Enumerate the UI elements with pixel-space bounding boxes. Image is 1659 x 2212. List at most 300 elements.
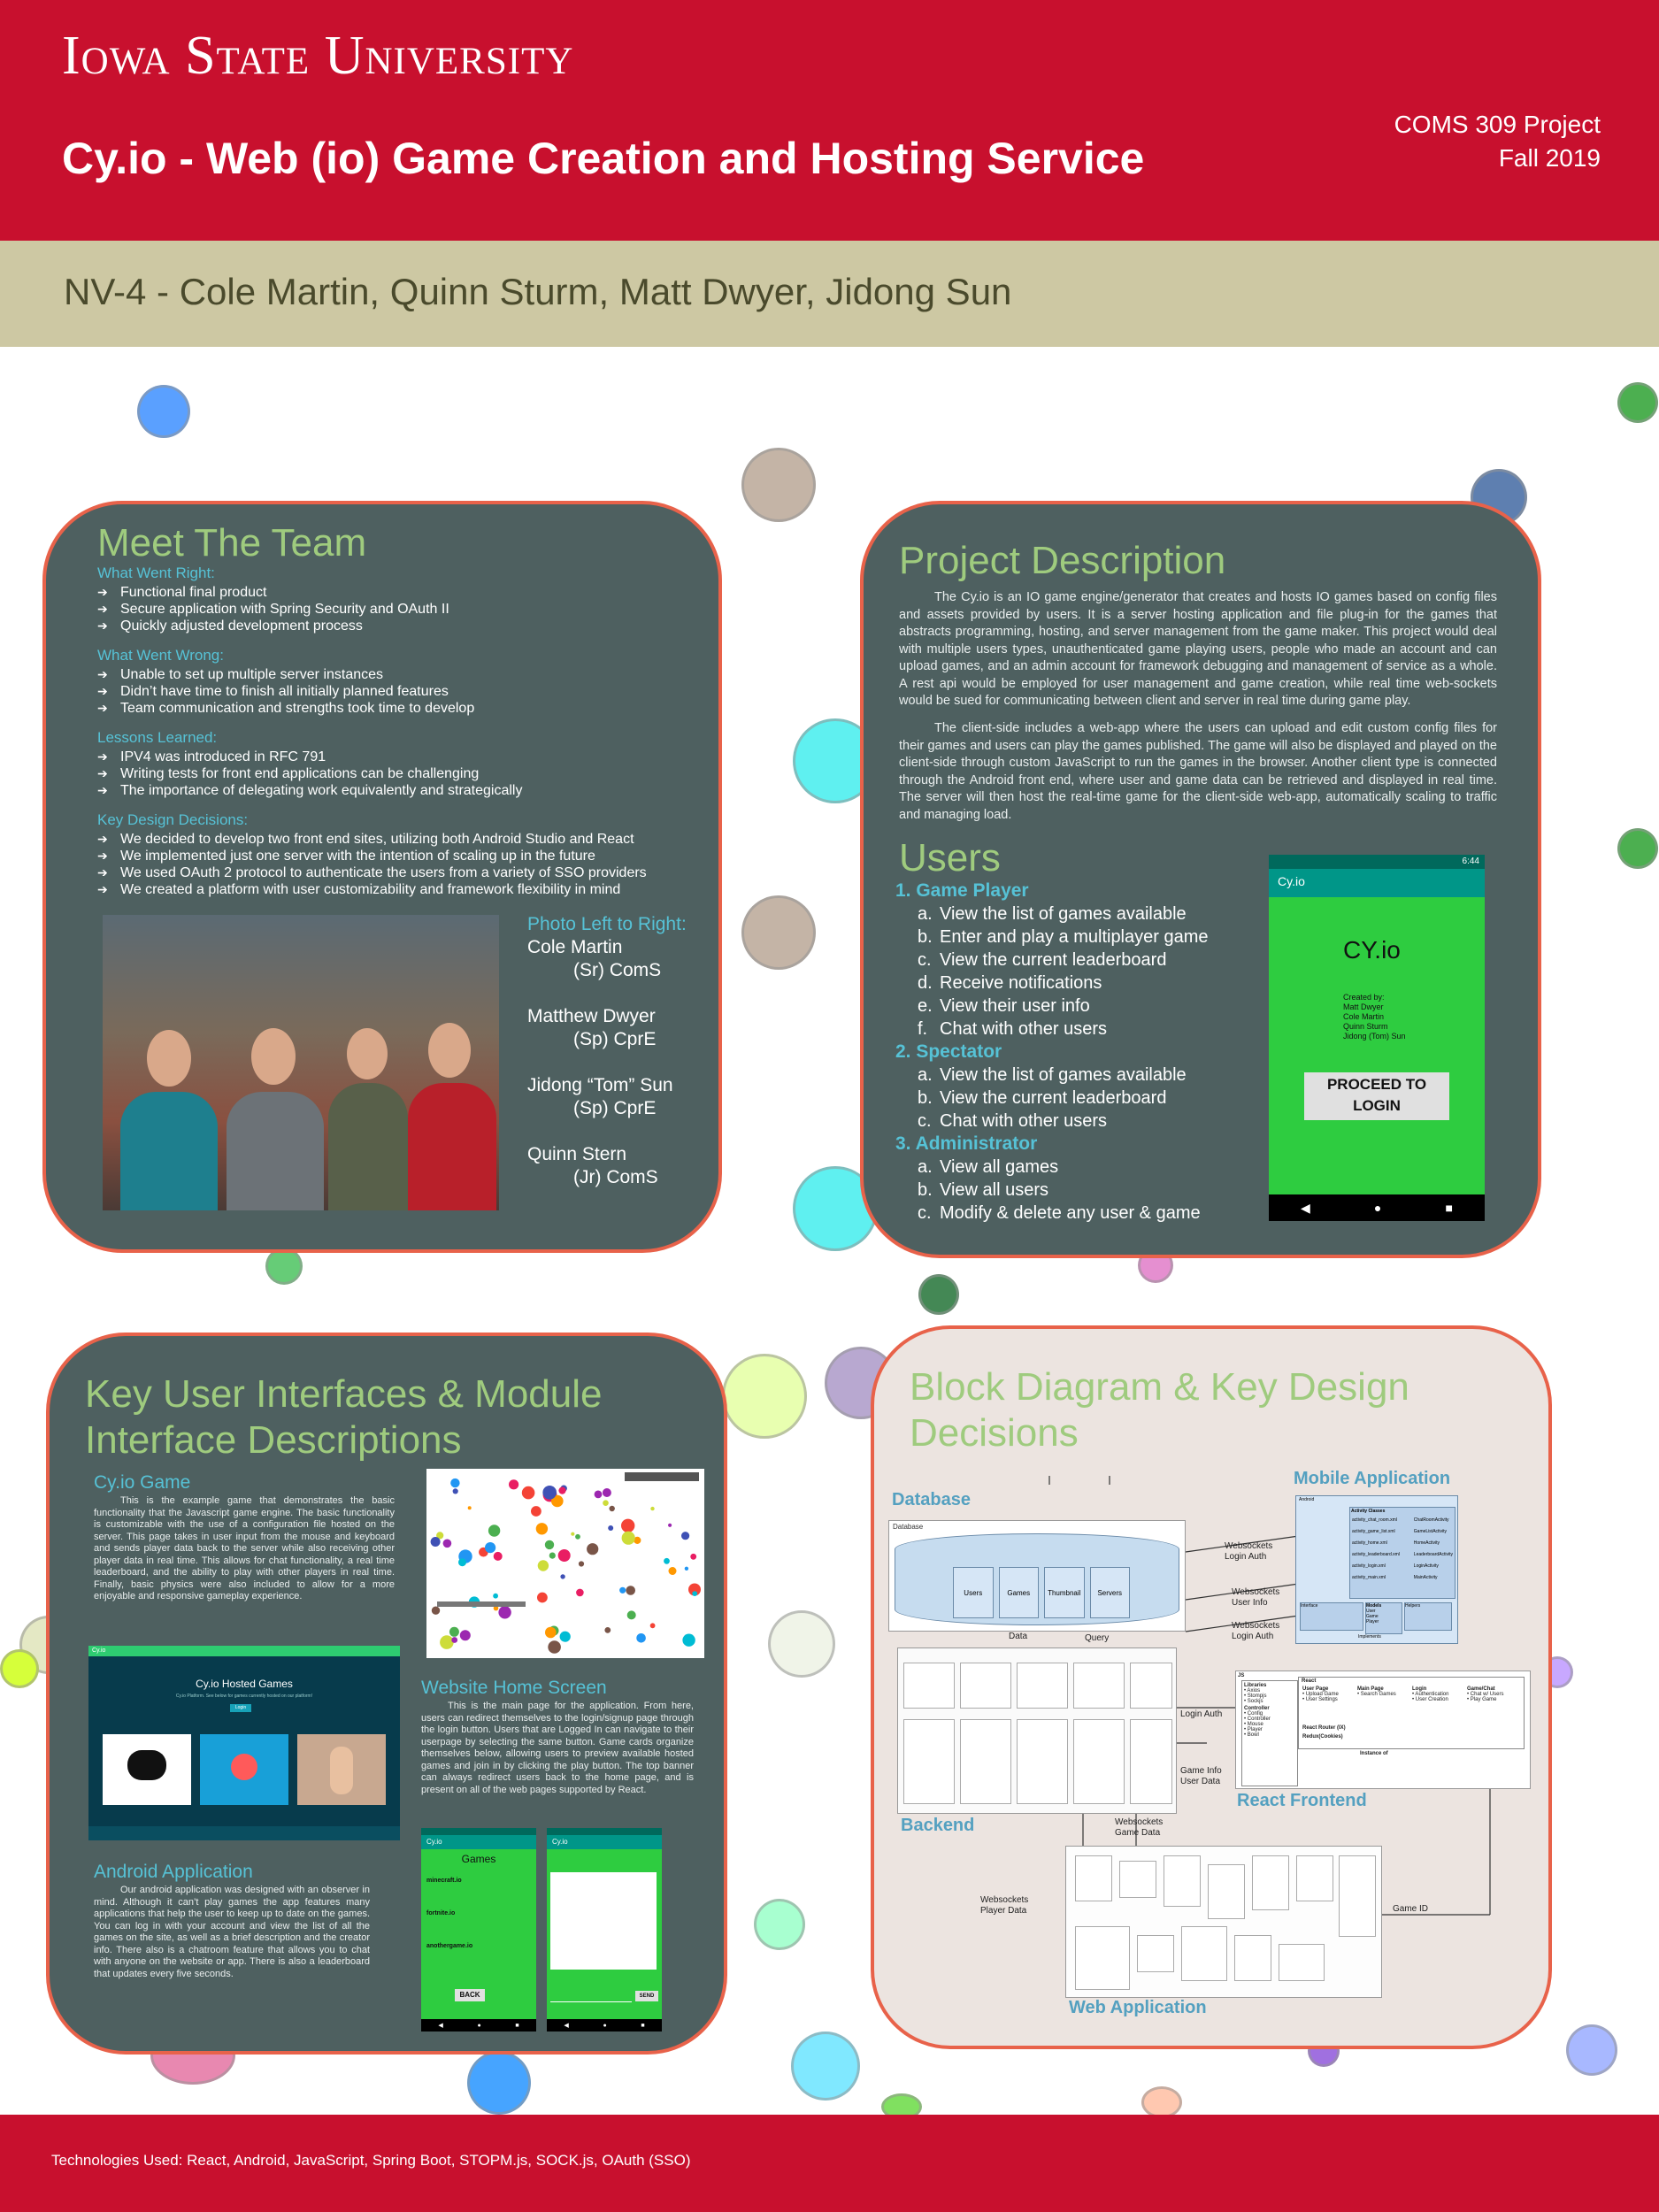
activity-class: LoginActivity [1413, 1563, 1439, 1569]
member-role: (Sp) CprE [573, 1098, 657, 1118]
app-bar: Cy.io [421, 1835, 536, 1849]
game-dot [650, 1623, 656, 1628]
section-list [97, 831, 708, 898]
main-page-list [1357, 1692, 1409, 1697]
thumb-icon [330, 1747, 353, 1794]
game-dot [692, 1591, 697, 1596]
game-dot [451, 1637, 457, 1643]
decor-bubble [0, 1649, 39, 1688]
db-table: Servers [1090, 1567, 1131, 1618]
decor-bubble [137, 385, 190, 438]
js-caption: JS [1238, 1673, 1245, 1678]
router-caption: React Router (IX) [1302, 1725, 1346, 1731]
credit-line: Cole Martin [1343, 1012, 1385, 1021]
web-class [1234, 1935, 1271, 1981]
item-letter: c. [918, 1111, 932, 1131]
database-diagram [888, 1520, 1186, 1632]
credit-line: Matt Dwyer [1343, 1002, 1384, 1011]
role-item [895, 902, 1267, 926]
member-role: (Jr) ComS [573, 1167, 658, 1187]
game-dot [488, 1525, 500, 1536]
list-item: ➔ The importance of delegating work equivalently and strategically [97, 782, 708, 799]
section-list [97, 666, 708, 717]
web-class [1296, 1855, 1333, 1901]
home-text: This is the main page for the application. From here, users can redirect themselves to the login/signup page through the login button. Users that are Logged In can navigate to their userpage by selecting the same button. Game cards organize themselves below, allowing users to preview available hosted games and join in by clicking the play button. The top banner can always redirect users back to the home page, and is present on all of the web pages supported by React. [421, 1701, 694, 1795]
list-item: ➔ We implemented just one server with the intention of scaling up in the future [97, 848, 708, 864]
home-heading: Website Home Screen [421, 1678, 607, 1698]
site-brand[interactable]: Cy.io [92, 1647, 106, 1654]
backend-class [960, 1663, 1011, 1709]
web-class [1181, 1926, 1227, 1981]
react-label: React Frontend [1237, 1791, 1367, 1810]
list-item: ➔ Team communication and strengths took time to develop [97, 700, 708, 717]
chat-list [1467, 1692, 1520, 1702]
game-dot [685, 1567, 688, 1571]
conn-game-info: Game Info User Data [1180, 1766, 1222, 1786]
item-letter: c. [918, 950, 932, 970]
member-name: Cole Martin [527, 937, 623, 957]
item-letter: a. [918, 904, 933, 924]
list-item: ➔ Unable to set up multiple server instances [97, 666, 708, 683]
conn-ws-login-2: Websockets Login Auth [1232, 1621, 1280, 1641]
mobile-diagram [1295, 1495, 1458, 1644]
member [527, 936, 704, 982]
list-item: ➔ We decided to develop two front end sites, utilizing both Android Studio and React [97, 831, 708, 848]
credit-line: Created by: [1343, 993, 1385, 1002]
item-letter: e. [918, 996, 933, 1016]
role-item [895, 1110, 1267, 1133]
decor-bubble [265, 1248, 303, 1285]
status-bar [1269, 855, 1485, 869]
item-text: View all users [940, 1180, 1049, 1200]
chat-phone [547, 1828, 662, 2032]
game-card[interactable] [200, 1734, 288, 1805]
game-dot [604, 1627, 611, 1633]
game-dot [485, 1542, 495, 1553]
web-class [1339, 1855, 1376, 1937]
helpers-box [1404, 1602, 1452, 1631]
instance-caption: Instance of [1360, 1751, 1388, 1756]
games-list [426, 1878, 531, 1976]
conn-ws-player: Websockets Player Data [980, 1895, 1029, 1916]
list-item: ➔ IPV4 was introduced in RFC 791 [97, 749, 708, 765]
role-item [895, 972, 1267, 995]
item-text: View their user info [940, 996, 1090, 1016]
website-screenshot [88, 1646, 400, 1840]
game-dot [431, 1537, 441, 1547]
conn-game-id: Game ID [1393, 1904, 1429, 1914]
game-dot [576, 1589, 584, 1597]
bullet-item: • Sockjs [1244, 1699, 1263, 1704]
game-dot [595, 1491, 603, 1499]
interface-caption: Interface [1301, 1603, 1318, 1609]
proceed-to-login-button[interactable]: PROCEED TO LOGIN [1304, 1072, 1449, 1120]
backend-class [1130, 1663, 1172, 1709]
db-table: Users [953, 1567, 994, 1618]
backend-diagram [897, 1647, 1177, 1814]
backend-class [960, 1719, 1011, 1804]
login-caption: Login [1412, 1686, 1427, 1692]
game-dot [619, 1587, 626, 1594]
game-dot [440, 1635, 454, 1649]
controller-list [1244, 1711, 1295, 1738]
game-dot [664, 1558, 670, 1564]
backend-class [1073, 1719, 1125, 1804]
game-dot [545, 1540, 554, 1549]
game-dot [509, 1479, 518, 1489]
section-heading: What Went Wrong: [97, 647, 224, 664]
item-text: Chat with other users [940, 1111, 1107, 1131]
photo-person [227, 1092, 324, 1210]
list-item: ➔ We used OAuth 2 protocol to authenticate the users from a variety of SSO providers [97, 864, 708, 881]
bullet-item: • Controller [1244, 1717, 1271, 1722]
game-dot [603, 1500, 609, 1506]
bullet-item: • Chat w/ Users [1467, 1692, 1504, 1697]
js-box [1241, 1680, 1298, 1786]
game-dot [571, 1532, 574, 1536]
decor-bubble [741, 448, 816, 522]
section-heading: Key Design Decisions: [97, 811, 249, 828]
member-list [527, 936, 704, 1189]
item-letter: b. [918, 927, 933, 947]
activity-class: ChatRoomActivity [1413, 1517, 1449, 1523]
main-page-box [1357, 1686, 1409, 1713]
android-text: Our android application was designed with an observer in mind. Although it can’t play games the app features many applications that help the user to keep up to date on the games. You can log in with your account and view the list of all the games on the site, as well as a brief description and the creator info. There also is a chatroom feature that allows you to chat with anyone on the website or app. There is also a leaderboard that updates every five seconds. [94, 1885, 370, 1979]
item-letter: f. [918, 1019, 928, 1039]
game-dot [538, 1560, 549, 1571]
game-dot [458, 1558, 466, 1566]
game-dot [668, 1524, 672, 1527]
activity-xml: activity_chat_room.xml [1352, 1517, 1397, 1523]
member-role: (Sp) CprE [573, 1029, 657, 1049]
database-label: Database [892, 1490, 971, 1509]
role-heading: 3. Administrator [895, 1133, 1038, 1154]
login-list [1412, 1692, 1463, 1702]
section-list [97, 584, 708, 634]
activity-xml: activity_login.xml [1352, 1563, 1386, 1569]
mobile-interface-box [1300, 1602, 1363, 1631]
roles-list [895, 879, 1267, 1225]
item-text: Modify & delete any user & game [940, 1203, 1201, 1223]
photo-face [251, 1028, 296, 1085]
game-dot [575, 1534, 580, 1540]
web-class [1164, 1855, 1201, 1907]
game-screenshot [426, 1469, 704, 1658]
member-name: Matthew Dwyer [527, 1006, 656, 1026]
photo-person [408, 1083, 496, 1210]
models-box [1365, 1602, 1402, 1634]
decor-bubble [754, 1899, 805, 1950]
section-list [97, 749, 708, 799]
web-label: Web Application [1069, 1998, 1207, 2017]
web-class [1252, 1855, 1289, 1910]
role-item [895, 1087, 1267, 1110]
model-item: Game [1366, 1614, 1379, 1619]
decor-bubble [741, 895, 816, 970]
database-caption: Database [893, 1523, 924, 1531]
course-info [1394, 108, 1601, 175]
site-topbar [88, 1646, 400, 1656]
backend-class [1073, 1663, 1125, 1709]
technologies-used: Technologies Used: React, Android, JavaScript, Spring Boot, STOPM.js, SOCK.js, OAuth (SSO) [51, 2152, 691, 2169]
member [527, 1074, 704, 1120]
model-item: Player [1366, 1619, 1379, 1624]
login-box [1412, 1686, 1463, 1713]
university-wordmark: Iowa State University [62, 26, 574, 86]
backend-class [903, 1663, 955, 1709]
android-heading: Android Application [94, 1862, 253, 1882]
users-title: Users [899, 836, 1001, 879]
game-dot [531, 1506, 541, 1517]
game-dot [494, 1552, 503, 1561]
game-dot [449, 1627, 459, 1637]
react-caption: React [1302, 1678, 1317, 1684]
section-heading: What Went Right: [97, 565, 215, 581]
implements-caption: Implements [1358, 1634, 1381, 1640]
game-dot [579, 1561, 584, 1566]
back-icon[interactable]: ◀ [564, 2023, 569, 2029]
game-dot [669, 1567, 677, 1575]
meet-team-sections [97, 563, 708, 898]
nav-bar [547, 2019, 662, 2032]
backend-class [1017, 1663, 1068, 1709]
model-item: User [1366, 1609, 1376, 1614]
meet-team-title: Meet The Team [97, 521, 367, 565]
chat-caption: Game/Chat [1467, 1686, 1495, 1692]
game-entry: anothergame.io [426, 1943, 473, 1949]
bullet-item: • Authentication [1412, 1692, 1449, 1697]
role-item [895, 1064, 1267, 1087]
site-login-button[interactable]: Login [230, 1704, 251, 1712]
conn-ws-game: Websockets Game Data [1115, 1817, 1164, 1838]
item-text: Receive notifications [940, 973, 1102, 993]
activity-class: HomeActivity [1413, 1540, 1440, 1546]
game-dot [549, 1553, 556, 1559]
user-page-box [1302, 1686, 1354, 1713]
photo-face [147, 1030, 191, 1087]
list-item: ➔ Writing tests for front end applications can be challenging [97, 765, 708, 782]
activity-class-column [1414, 1515, 1453, 1584]
chat-input[interactable] [550, 1991, 632, 2002]
member-role: (Sr) ComS [573, 960, 662, 980]
web-class [1075, 1855, 1112, 1901]
item-text: Enter and play a multiplayer game [940, 927, 1209, 947]
site-footer [88, 1826, 400, 1840]
game-dot [498, 1606, 511, 1618]
recents-icon[interactable]: ■ [1445, 1201, 1453, 1215]
bullet-item: • User Settings [1302, 1697, 1338, 1702]
bullet-item: • Play Game [1467, 1697, 1497, 1702]
game-dot [558, 1549, 571, 1562]
item-text: View the list of games available [940, 904, 1187, 924]
games-phone [421, 1828, 536, 2032]
app-bar: Cy.io [1269, 869, 1485, 897]
libraries-caption: Libraries [1244, 1683, 1267, 1688]
role-item [895, 1156, 1267, 1179]
decor-bubble [467, 2051, 531, 2115]
project-para-2: The client-side includes a web-app where the users can upload and edit custom config files for their games and users can play the games published. The game will also be displayed and played on the client-side through custom JavaScript to run the games in the browser. Another client type is connected through the Android front end, where user and game data can be retrieved and displayed in real time. The server will then host the real-time game for the client-side web-app, automatically scaling to traffic and managing load. [899, 721, 1497, 822]
web-class [1279, 1944, 1325, 1981]
project-para-1: The Cy.io is an IO game engine/generator that creates and hosts IO games based on config files and assets provided by users. It is a server hosting application and file plug-in for the games that abstracts programming, hosting, and server management from the game maker. This project would deal with multiple users types, unauthenticated game playing users, people who made an account and can upload games, and an admin account for framework debugging and management of service as a whole. A rest api would be employed for user management and game creation, while real time web-sockets would be sued for communicating between client and server in real time during game play. [899, 590, 1497, 708]
game-card[interactable] [297, 1734, 386, 1805]
photo-face [347, 1028, 388, 1079]
game-dot [453, 1488, 458, 1494]
games-heading: Games [461, 1853, 496, 1865]
home-icon[interactable]: ● [1373, 1201, 1382, 1215]
web-class [1137, 1935, 1174, 1972]
chat-log [550, 1872, 657, 1970]
bullet-item: • Axios [1244, 1688, 1261, 1694]
bullet-item: • Mouse [1244, 1722, 1263, 1727]
item-letter: a. [918, 1157, 933, 1177]
team-photo [103, 915, 499, 1210]
role-item [895, 926, 1267, 949]
conn-query: Query [1085, 1633, 1110, 1643]
bullet-item: • Stompjs [1244, 1694, 1267, 1699]
role-heading: 1. Game Player [895, 880, 1029, 901]
photo-person [120, 1092, 218, 1210]
item-text: Chat with other users [940, 1019, 1107, 1039]
game-dot [636, 1633, 646, 1643]
app-brand: CY.io [1343, 936, 1401, 964]
site-hosted-title: Cy.io Hosted Games [196, 1678, 293, 1690]
backend-class [903, 1719, 955, 1804]
game-dot [493, 1594, 498, 1599]
item-letter: c. [918, 1203, 932, 1223]
db-table: Games [999, 1567, 1040, 1618]
role-item [895, 1202, 1267, 1225]
game-dot [432, 1607, 440, 1615]
activity-box [1349, 1507, 1455, 1599]
splash-phone [1269, 855, 1485, 1221]
game-dot [622, 1532, 635, 1545]
user-page-caption: User Page [1302, 1686, 1329, 1692]
credit-line: Jidong (Tom) Sun [1343, 1032, 1406, 1041]
main-page-caption: Main Page [1357, 1686, 1384, 1692]
libraries-list [1244, 1688, 1295, 1704]
react-box [1298, 1677, 1525, 1749]
list-item: ➔ Quickly adjusted development process [97, 618, 708, 634]
game-text: This is the example game that demonstrates the basic functionality that the Javascript game engine. The basic functionality is customizable with the use of a configuration file hosted on the server. This page takes in user input from the mouse and keyboard and sends player data back to the server while also receiving other player data in real time. This allows for chat functionality, a real time leaderboard, and the ability to play with other players in real time. Finally, basic physics were also included to allow for a more enjoyable and responsive gameplay experience. [94, 1495, 395, 1601]
nav-bar [421, 2019, 536, 2032]
game-dot [537, 1593, 548, 1603]
game-dot [682, 1634, 695, 1647]
backend-label: Backend [901, 1816, 975, 1835]
member-names [527, 913, 704, 1189]
back-button[interactable]: BACK [455, 1989, 485, 2001]
photo-face [428, 1023, 471, 1078]
activity-class: LeaderboardActivity [1413, 1552, 1453, 1557]
course-term: Fall 2019 [1498, 144, 1601, 172]
item-text: View the current leaderboard [940, 1088, 1167, 1108]
db-table: Thumbnail [1044, 1567, 1085, 1618]
status-bar [547, 1828, 662, 1835]
game-dot [558, 1487, 565, 1494]
activity-class: MainActivity [1413, 1575, 1438, 1580]
web-class [1208, 1864, 1245, 1919]
game-entry: fortnite.io [426, 1910, 456, 1916]
web-class [1119, 1861, 1156, 1898]
kui-title: Key User Interfaces & Module Interface Descriptions [85, 1372, 603, 1462]
web-diagram [1065, 1846, 1382, 1998]
activity-class: GameListActivity [1413, 1529, 1448, 1534]
game-card[interactable] [103, 1734, 191, 1805]
bullet-item: • Config [1244, 1711, 1263, 1717]
game-dot [603, 1488, 611, 1497]
team-members-line: NV-4 - Cole Martin, Quinn Sturm, Matt Dwyer, Jidong Sun [64, 271, 1012, 312]
decor-bubble [768, 1610, 835, 1678]
game-heading: Cy.io Game [94, 1472, 191, 1493]
block-title: Block Diagram & Key Design Decisions [910, 1365, 1409, 1455]
photo-person [328, 1083, 408, 1210]
site-tagline: Cy.io Platform. See below for games currently hosted on our platform! [175, 1694, 313, 1699]
nav-bar [1269, 1194, 1485, 1221]
course-name: COMS 309 Project [1394, 111, 1601, 138]
photo-heading: Photo Left to Right: [527, 914, 687, 934]
react-diagram [1235, 1671, 1531, 1789]
game-entry: minecraft.io [426, 1878, 462, 1884]
member [527, 1005, 704, 1051]
conn-ws-login: Websockets Login Auth [1225, 1541, 1273, 1562]
activity-xml: activity_main.xml [1352, 1575, 1386, 1580]
backend-class [1017, 1719, 1068, 1804]
member-name: Quinn Stern [527, 1144, 627, 1164]
bullet-item: • Player [1244, 1727, 1263, 1732]
game-dot [621, 1519, 634, 1532]
back-icon[interactable]: ◀ [1301, 1200, 1310, 1215]
decor-bubble [1617, 382, 1658, 423]
database-tables [953, 1567, 1130, 1618]
activity-list [1350, 1515, 1455, 1584]
game-dot [450, 1479, 459, 1487]
conn-login-auth: Login Auth [1180, 1709, 1223, 1719]
back-icon[interactable]: ◀ [438, 2023, 443, 2029]
home-icon[interactable]: ● [603, 2022, 607, 2029]
conn-data: Data [1009, 1632, 1028, 1641]
web-class [1075, 1926, 1130, 1990]
list-item: ➔ We created a platform with user customizability and framework flexibility in mind [97, 881, 708, 898]
game-art-icon [231, 1754, 257, 1780]
home-icon[interactable]: ● [477, 2022, 481, 2029]
game-dot [626, 1586, 635, 1595]
game-dot [468, 1506, 472, 1509]
leaderboard-bar [625, 1472, 699, 1481]
game-dot [560, 1574, 565, 1578]
member-name: Jidong “Tom” Sun [527, 1075, 673, 1095]
list-item: ➔ Secure application with Spring Security and OAuth II [97, 601, 708, 618]
activity-caption: Activity Classes [1351, 1509, 1386, 1514]
decor-bubble [1566, 2024, 1617, 2076]
list-item: ➔ Functional final product [97, 584, 708, 601]
activity-xml-column [1352, 1515, 1400, 1584]
users-list [895, 879, 1267, 1225]
activity-xml: activity_leaderboard.xml [1352, 1552, 1400, 1557]
redux-caption: Redux(Cookies) [1302, 1734, 1343, 1740]
member [527, 1143, 704, 1189]
send-button[interactable]: SEND [635, 1991, 658, 2001]
credit-line: Quinn Sturm [1343, 1022, 1388, 1031]
game-dot [627, 1610, 636, 1619]
player-bar [437, 1601, 526, 1607]
conn-ws-user: Websockets User Info [1232, 1587, 1280, 1608]
role-item [895, 995, 1267, 1018]
recents-icon[interactable]: ■ [641, 2022, 645, 2029]
game-dot [650, 1507, 654, 1510]
game-canvas[interactable] [426, 1469, 704, 1658]
bullet-item: • User Creation [1412, 1697, 1448, 1702]
recents-icon[interactable]: ■ [515, 2022, 519, 2029]
role-heading: 2. Spectator [895, 1041, 1002, 1062]
